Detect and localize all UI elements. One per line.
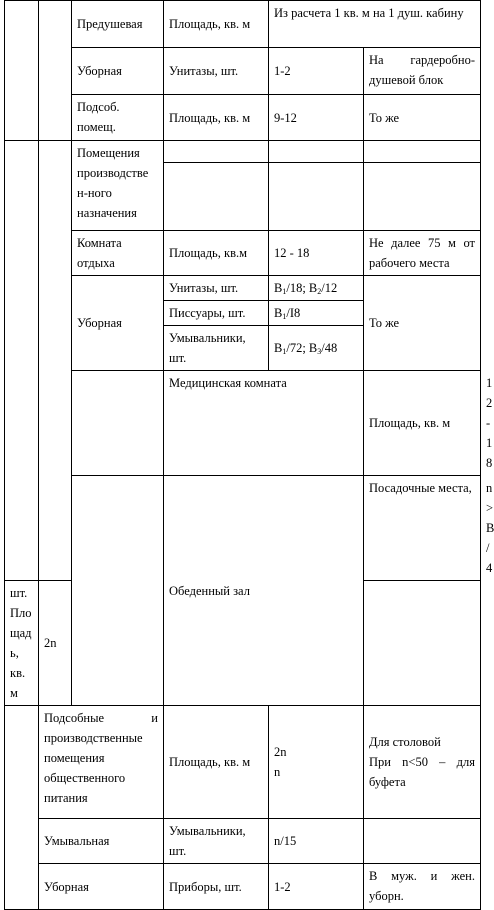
room-name-cell: Обеденный зал [164, 476, 364, 706]
norm-cell: Из расчета 1 кв. м на 1 душ. кабину [269, 1, 481, 48]
table-cell [39, 1, 72, 141]
norm-part: /18; B [286, 281, 318, 295]
table-cell [364, 163, 481, 231]
table-cell [269, 141, 364, 163]
note-cell [364, 581, 481, 706]
table-cell [269, 163, 364, 231]
norm-part: /72; B [286, 341, 318, 355]
norm-part: B [274, 306, 283, 320]
room-name-cell: Комната отдыха [72, 231, 164, 276]
note-cell: То же [364, 95, 481, 141]
norm-subscript: 3 [317, 347, 322, 356]
table-row [5, 1, 481, 48]
room-name-cell: Уборная [72, 48, 164, 95]
room-name-line: Подсобные и [44, 711, 158, 725]
norm-cell [269, 301, 364, 326]
indicator-cell: Умывальники, шт. [164, 819, 269, 864]
note-line: душевой блок [369, 73, 444, 87]
table-cell [72, 476, 164, 706]
table-row: Обеденный зал Посадочные места, n>B/4 [5, 476, 481, 581]
table-cell [5, 141, 39, 581]
room-name-cell: Уборная [72, 276, 164, 371]
indicator-cell: Площадь, кв. м [164, 706, 269, 819]
note-cell: Не далее 75 м от рабочего места [364, 231, 481, 276]
table-row: Медицинская комната Площадь, кв. м 12-18 [5, 371, 481, 476]
sanitary-norms-table [4, 0, 494, 910]
norm-part: /12 [321, 281, 338, 295]
note-line: Для столовой [369, 735, 441, 749]
room-name-cell: Подсоб. помещ. [72, 95, 164, 141]
norm-subscript: 1 [282, 287, 287, 296]
norm-subscript: 2 [317, 287, 322, 296]
table-cell [39, 141, 72, 581]
table-row [5, 48, 481, 95]
room-name-cell: Предушевая [72, 1, 164, 48]
indicator-cell: Писсуары, шт. [164, 301, 269, 326]
norm-cell: 1-2 [269, 864, 364, 910]
table-row [5, 706, 481, 819]
norm-line: 2n [274, 745, 287, 759]
note-line: При n<50 – для буфета [369, 755, 475, 789]
table-cell [5, 1, 39, 141]
room-name-cell: Медицинская комната [164, 371, 364, 476]
norm-line: n [274, 765, 281, 779]
norm-part: B [274, 281, 283, 295]
table-cell [5, 706, 39, 910]
note-cell [364, 48, 481, 95]
note-cell [364, 819, 481, 864]
table-cell [164, 163, 269, 231]
room-name-cell: Умывальная [39, 819, 164, 864]
norm-cell: n/15 [269, 819, 364, 864]
table-cell [164, 141, 269, 163]
indicator-cell: Площадь, кв. м [164, 95, 269, 141]
indicator-cell: Унитазы, шт. [164, 276, 269, 301]
note-line: На гардеробно- [369, 53, 475, 67]
norm-cell [269, 326, 364, 371]
indicator-cell: Унитазы, шт. [164, 48, 269, 95]
room-name-cell: Помещения производстве н-ного назначения [72, 141, 164, 231]
table-row [5, 819, 481, 864]
indicator-cell: Посадочные места, [364, 476, 481, 581]
indicator-cell: Площадь, кв. м [164, 1, 269, 48]
table-row [5, 864, 481, 910]
indicator-cell: шт. Площадь, кв. м [5, 581, 39, 706]
norm-cell [269, 276, 364, 301]
norm-cell: 2n [39, 581, 72, 706]
note-cell: В муж. и жен. уборн. [364, 864, 481, 910]
indicator-cell: Умывальники, шт. [164, 326, 269, 371]
note-cell: То же [364, 276, 481, 371]
norm-cell [269, 706, 364, 819]
norm-cell: 1-2 [269, 48, 364, 95]
norm-cell: 12 - 18 [269, 231, 364, 276]
table-cell [72, 371, 164, 476]
indicator-cell: Площадь, кв. м [364, 371, 481, 476]
norm-subscript: 1 [282, 347, 287, 356]
norm-part: /I8 [286, 306, 301, 320]
table-row [5, 231, 481, 276]
room-name-cell [39, 706, 164, 819]
table-row [5, 95, 481, 141]
table-row [5, 141, 481, 163]
table-row [5, 276, 481, 301]
note-cell [364, 706, 481, 819]
indicator-cell: Приборы, шт. [164, 864, 269, 910]
table-cell [364, 141, 481, 163]
room-name-cell: Уборная [39, 864, 164, 910]
norm-part: /48 [321, 341, 338, 355]
norm-subscript: 1 [282, 312, 287, 321]
norm-part: B [274, 341, 283, 355]
room-name-line: производственные помещения общественного питания [44, 731, 143, 805]
indicator-cell: Площадь, кв.м [164, 231, 269, 276]
norm-cell: 9-12 [269, 95, 364, 141]
